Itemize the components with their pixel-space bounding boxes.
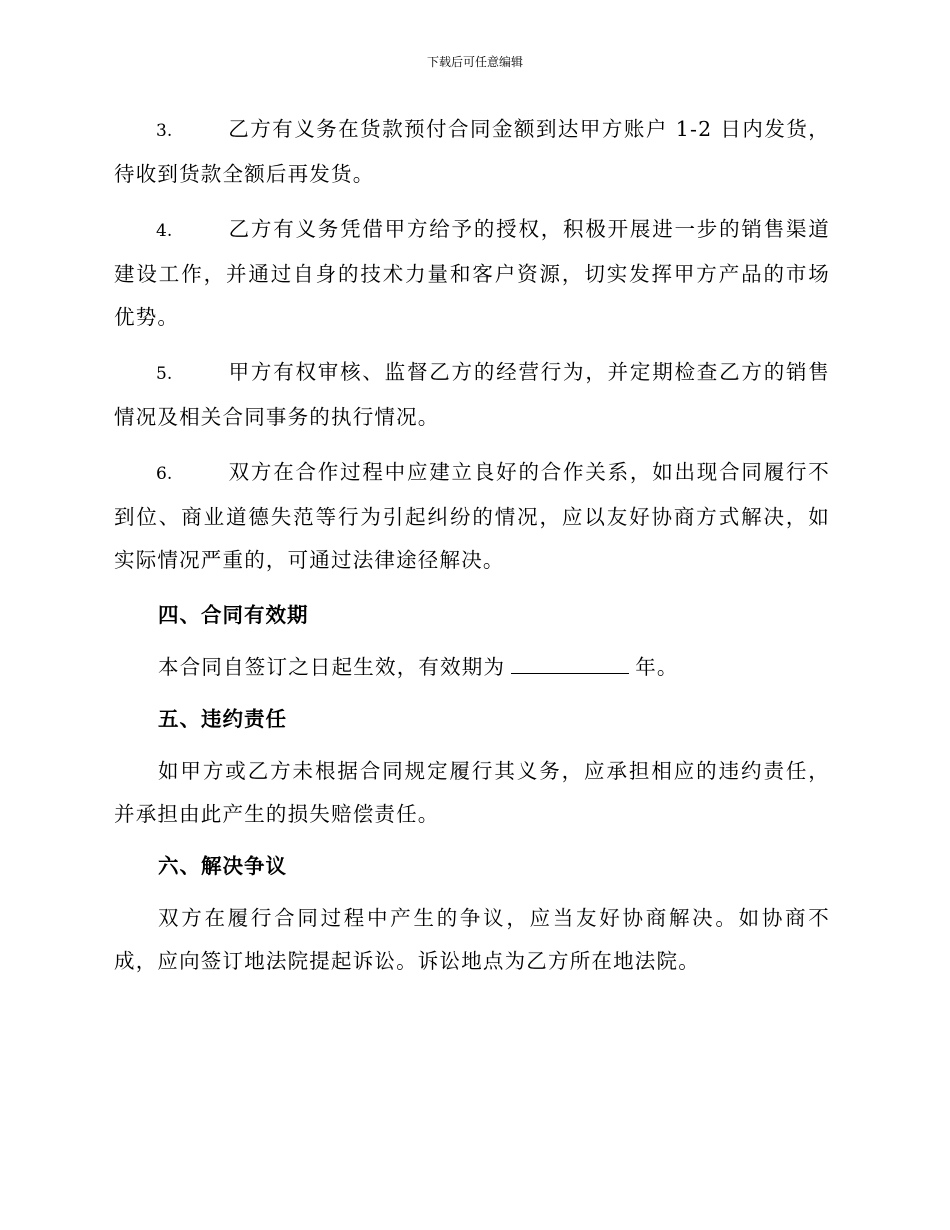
section-heading-validity: 四、合同有效期 (158, 603, 309, 627)
clause-number: 6. (156, 464, 173, 484)
clause-6 (114, 451, 830, 582)
clause-text: 乙方有义务凭借甲方给予的授权，积极开展进一步的销售渠道建设工作，并通过自身的技术力量和客户资源，切实发挥甲方产品的市场优势。 (114, 217, 830, 329)
clause-text: 乙方有义务在货款预付合同金额到达甲方账户 1-2 日内发货，待收到货款全额后再发货。 (114, 117, 830, 186)
breach-paragraph: 如甲方或乙方未根据合同规定履行其义务，应承担相应的违约责任，并承担由此产生的损失赔偿责任。 (114, 759, 830, 826)
validity-text-after: 年。 (635, 655, 679, 679)
document-body (114, 108, 830, 992)
clause-number: 4. (156, 221, 173, 241)
section-heading-dispute: 六、解决争议 (158, 854, 287, 878)
validity-blank-line (511, 657, 629, 674)
clause-3 (114, 108, 830, 196)
clause-text: 甲方有权审核、监督乙方的经营行为，并定期检查乙方的销售情况及相关合同事务的执行情况。 (114, 360, 830, 429)
validity-text-before: 本合同自签订之日起生效，有效期为 (158, 655, 506, 679)
validity-paragraph (114, 646, 830, 689)
dispute-paragraph: 双方在履行合同过程中产生的争议，应当友好协商解决。如协商不成，应向签订地法院提起诉讼。诉讼地点为乙方所在地法院。 (114, 906, 830, 973)
section-heading-breach: 五、违约责任 (158, 707, 287, 731)
clause-text: 双方在合作过程中应建立良好的合作关系，如出现合同履行不到位、商业道德失范等行为引起纠纷的情况，应以友好协商方式解决，如实际情况严重的，可通过法律途径解决。 (114, 460, 830, 572)
header-note: 下载后可任意编辑 (426, 55, 523, 69)
clause-number: 5. (156, 364, 173, 384)
clause-4 (114, 208, 830, 339)
clause-5 (114, 351, 830, 439)
clause-number: 3. (156, 121, 173, 141)
